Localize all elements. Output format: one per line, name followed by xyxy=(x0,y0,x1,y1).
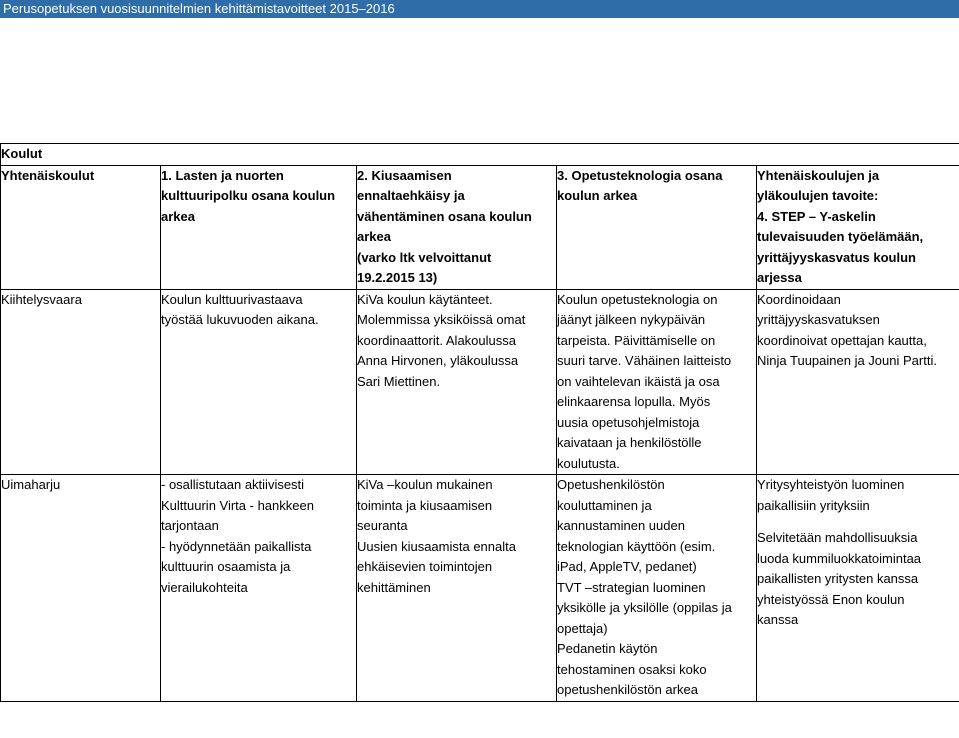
cell-line: paikallisiin yrityksiin xyxy=(757,497,870,513)
cell-line: uusia opetusohjelmistoja xyxy=(557,414,700,430)
goal-3-header-line: 3. Opetusteknologia osana xyxy=(557,167,723,183)
goal-1-cell xyxy=(161,289,357,475)
goal-4-header-line: Yhtenäiskoulujen ja xyxy=(757,167,880,183)
cell-line: Pedanetin käytön xyxy=(557,641,658,656)
goal-4-cell xyxy=(757,289,959,475)
goal-2-header-line: 2. Kiusaamisen xyxy=(357,167,452,183)
cell-line: yhteistyössä Enon koulun xyxy=(757,591,905,607)
cell-line: Selvitetään mahdollisuuksia xyxy=(757,530,918,545)
cell-line: kulttuurin osaamista ja xyxy=(161,559,291,574)
goal-3-cell xyxy=(557,289,757,475)
cell-line: Koulun kulttuurivastaava xyxy=(161,291,303,307)
cell-line: - osallistutaan aktiivisesti xyxy=(161,477,305,492)
goal-1-header xyxy=(161,165,357,289)
goal-2-cell xyxy=(357,475,557,702)
cell-line: Yritysyhteistyön luominen xyxy=(757,477,905,492)
development-goals-table xyxy=(0,143,959,702)
goal-2-header-line: ennaltaehkäisy ja xyxy=(357,188,465,203)
cell-line: on vaihtelevan ikäistä ja osa xyxy=(557,373,720,389)
cell-line: kannustaminen uuden xyxy=(557,518,685,533)
goal-4-header-line: yrittäjyyskasvatus koulun xyxy=(757,249,916,265)
cell-line: Uusien kiusaamista ennalta xyxy=(357,538,516,554)
goal-1-cell xyxy=(161,475,357,702)
school-row-uimaharju xyxy=(1,475,959,702)
goal-4-header-line: 4. STEP – Y-askelin xyxy=(757,208,876,224)
document-header-title: Perusopetuksen vuosisuunnitelmien kehittämistavoitteet 2015–2016 xyxy=(3,1,395,16)
goal-3-cell xyxy=(557,475,757,702)
goal-4-header xyxy=(757,165,959,289)
cell-line: Opetushenkilöstön xyxy=(557,477,665,492)
cell-line: yrittäjyyskasvatuksen xyxy=(757,312,880,327)
cell-line: kaivataan ja henkilöstölle xyxy=(557,435,702,450)
cell-line: paikallisten yritysten kanssa xyxy=(757,571,919,586)
cell-line: koordinoivat opettajan kautta, xyxy=(757,332,927,348)
goal-1-header-line: 1. Lasten ja nuorten xyxy=(161,167,284,183)
goal-4-header-line: yläkoulujen tavoite: xyxy=(757,188,879,203)
table-title: Koulut xyxy=(1,144,959,166)
cell-line: koulutusta. xyxy=(557,455,620,471)
cell-line: opettaja) xyxy=(557,620,608,636)
cell-line: KiVa koulun käytänteet. xyxy=(357,291,493,307)
cell-line: tarpeista. Päivittämiselle on xyxy=(557,332,716,348)
goal-4-header-line: arjessa xyxy=(757,270,802,285)
school-name: Uimaharju xyxy=(1,475,161,702)
cell-line: toiminta ja kiusaamisen xyxy=(357,497,493,513)
cell-line: Ninja Tuupainen ja Jouni Partti. xyxy=(757,353,937,368)
goal-4-header-line: tulevaisuuden työelämään, xyxy=(757,229,924,244)
schools-column-header: Yhtenäiskoulut xyxy=(1,165,161,289)
cell-line: ehkäisevien toimintojen xyxy=(357,559,493,574)
goal-2-header-line: (varko ltk velvoittanut xyxy=(357,249,492,265)
cell-line: Koordinoidaan xyxy=(757,291,841,307)
cell-line: - hyödynnetään paikallista xyxy=(161,538,312,554)
cell-line: Sari Miettinen. xyxy=(357,373,441,389)
cell-line: työstää lukuvuoden aikana. xyxy=(161,312,319,327)
cell-line: elinkaarensa lopulla. Myös xyxy=(557,394,711,409)
cell-line: teknologian käyttöön (esim. xyxy=(557,538,716,554)
goal-4-cell xyxy=(757,475,959,702)
cell-line: vierailukohteita xyxy=(161,579,248,595)
cell-line: yksikölle ja yksilölle (oppilas ja xyxy=(557,600,732,615)
school-name: Kiihtelysvaara xyxy=(1,289,161,475)
goal-3-header xyxy=(557,165,757,289)
cell-line: seuranta xyxy=(357,518,408,533)
cell-line: koordinaattorit. Alakoulussa xyxy=(357,332,516,348)
cell-line: KiVa –koulun mukainen xyxy=(357,477,493,492)
cell-line: luoda kummiluokkatoimintaa xyxy=(757,550,922,566)
goal-2-cell xyxy=(357,289,557,475)
document-header xyxy=(0,0,959,18)
cell-line: Molemmissa yksiköissä omat xyxy=(357,312,526,327)
cell-line: jäänyt jälkeen nykypäivän xyxy=(557,312,706,327)
goal-3-header-line: koulun arkea xyxy=(557,188,638,203)
cell-line: Anna Hirvonen, yläkoulussa xyxy=(357,353,519,368)
goal-2-header-line: 19.2.2015 13) xyxy=(357,270,438,285)
cell-line: opetushenkilöstön arkea xyxy=(557,682,698,697)
cell-line: kehittäminen xyxy=(357,579,431,595)
cell-line: Koulun opetusteknologia on xyxy=(557,291,718,307)
cell-line: kanssa xyxy=(757,612,799,627)
goal-1-header-line: kulttuuripolku osana koulun xyxy=(161,188,336,203)
cell-line: TVT –strategian luominen xyxy=(557,579,706,595)
goal-1-header-line: arkea xyxy=(161,208,195,224)
cell-line: tehostaminen osaksi koko xyxy=(557,661,707,677)
cell-line: iPad, AppleTV, pedanet) xyxy=(557,559,697,574)
cell-line: Kulttuurin Virta - hankkeen xyxy=(161,497,314,513)
school-row-kiihtelysvaara xyxy=(1,289,959,475)
cell-line: suuri tarve. Vähäinen laitteisto xyxy=(557,353,732,368)
goal-2-header-line: vähentäminen osana koulun xyxy=(357,208,532,224)
goals-header-row xyxy=(1,165,959,289)
title-row xyxy=(1,144,959,166)
goal-2-header-line: arkea xyxy=(357,229,391,244)
paragraph-spacer xyxy=(757,516,959,528)
cell-line: kouluttaminen ja xyxy=(557,497,652,513)
goal-2-header xyxy=(357,165,557,289)
cell-line: tarjontaan xyxy=(161,518,219,533)
